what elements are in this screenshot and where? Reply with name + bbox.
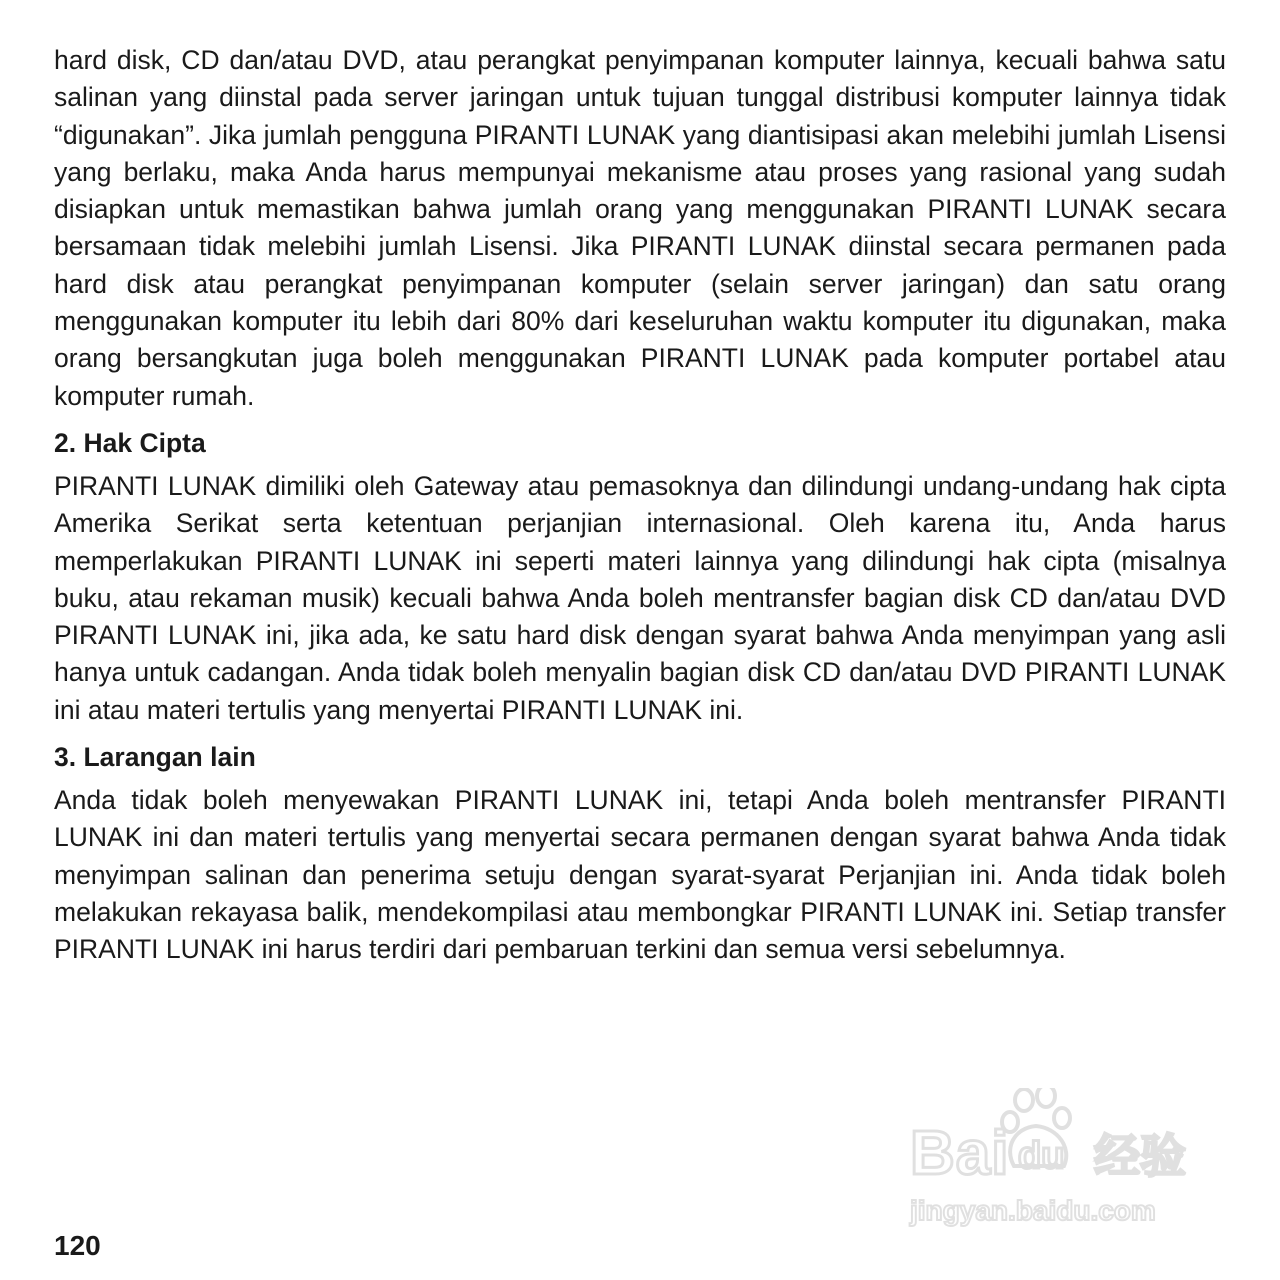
section-heading-copyright: 2. Hak Cipta [54, 427, 206, 458]
paragraph-license-usage: hard disk, CD dan/atau DVD, atau perangkat penyimpanan komputer lainnya, kecuali bahwa satu salinan yang diinstal pada server jaringan untuk tujuan tunggal distribusi komputer lainnya tidak “digunakan”. Jika jumlah pengguna PIRANTI LUNAK yang diantisipasi akan melebihi jumlah Lisensi yang berlaku, maka Anda harus mempunyai mekanisme atau proses yang rasional yang sudah disiapkan untuk memastikan bahwa jumlah orang yang menggunakan PIRANTI LUNAK secara bersamaan tidak melebihi jumlah Lisensi. Jika PIRANTI LUNAK diinstal secara permanen pada hard disk atau perangkat penyimpanan komputer (selain server jaringan) dan satu orang menggunakan komputer itu lebih dari 80% dari keseluruhan waktu komputer itu digunakan, maka orang bersangkutan juga boleh menggunakan PIRANTI LUNAK pada komputer portabel atau komputer rumah. [54, 45, 1226, 411]
svg-text:经验: 经验 [1094, 1129, 1186, 1183]
paragraph-copyright: PIRANTI LUNAK dimiliki oleh Gateway atau pemasoknya dan dilindungi undang-undang hak cipta Amerika Serikat serta ketentuan perjanjian internasional. Oleh karena itu, Anda harus memperlakukan PIRANTI LUNAK ini seperti materi lainnya yang dilindungi hak cipta (misalnya buku, atau rekaman musik) kecuali bahwa Anda boleh mentransfer bagian disk CD dan/atau DVD PIRANTI LUNAK ini, jika ada, ke satu hard disk dengan syarat bahwa Anda menyimpan yang asli hanya untuk cadangan. Anda tidak boleh menyalin bagian disk CD dan/atau DVD PIRANTI LUNAK ini atau materi tertulis yang menyertai PIRANTI LUNAK ini. [54, 470, 1226, 725]
baidu-watermark-logo [906, 1088, 1206, 1238]
document-page [54, 42, 1226, 969]
paragraph-other-restrictions: Anda tidak boleh menyewakan PIRANTI LUNAK ini, tetapi Anda boleh mentransfer PIRANTI LUNAK ini dan materi tertulis yang menyertai secara permanen dengan syarat bahwa Anda tidak menyimpan salinan dan penerima setuju dengan syarat-syarat Perjanjian ini. Anda tidak boleh melakukan rekayasa balik, mendekompilasi atau membongkar PIRANTI LUNAK ini. Setiap transfer PIRANTI LUNAK ini harus terdiri dari pembaruan terkini dan semua versi sebelumnya. [54, 785, 1226, 965]
section-heading-other-restrictions: 3. Larangan lain [54, 742, 256, 773]
baidu-watermark [906, 1088, 1206, 1238]
page-number: 120 [54, 1230, 101, 1261]
svg-text:du: du [1018, 1135, 1065, 1177]
svg-text:jingyan.baidu.com: jingyan.baidu.com [910, 1195, 1156, 1226]
svg-text:Bai: Bai [910, 1119, 1010, 1188]
